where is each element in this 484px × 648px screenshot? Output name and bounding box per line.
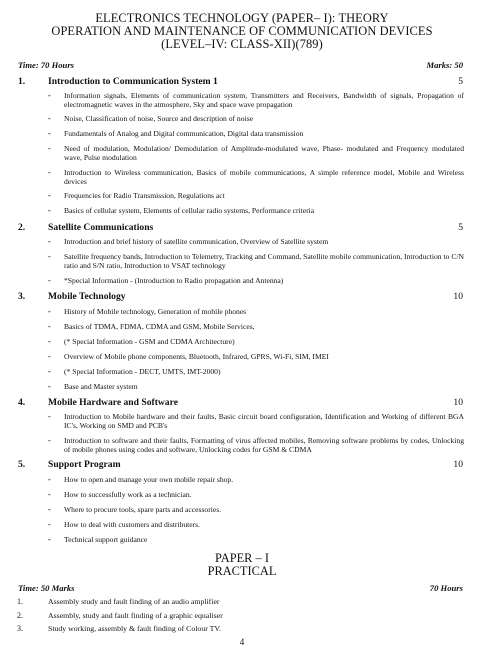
list-item: How to deal with customers and distributers.: [64, 520, 201, 529]
bullet-dash: -: [48, 475, 51, 484]
bullet-dash: -: [48, 91, 51, 100]
list-item: *Special Information - (Introduction to Radio propagation and Antenna): [64, 276, 284, 285]
list-item: Basics of cellular system, Elements of cellular radio systems, Performance criteria: [64, 206, 315, 215]
section-number: 1.: [18, 76, 26, 87]
bullet-dash: -: [48, 505, 51, 514]
list-item: (* Special Information - GSM and CDMA Architecture): [64, 337, 235, 346]
list-item: (* Special Information - DECT, UMTS, IMT-2000): [64, 367, 221, 376]
bullet-dash: -: [48, 237, 51, 246]
list-item: Introduction to Mobile hardware and their faults, Basic circuit board configuration, Identification and Working of different BGA IC's, Working on SMD and PCB's: [64, 412, 464, 431]
bullet-dash: -: [48, 129, 51, 138]
bullet-dash: -: [48, 367, 51, 376]
bullet-dash: -: [48, 307, 51, 316]
bullet-dash: -: [48, 382, 51, 391]
time-label: Time: 70 Hours: [18, 60, 75, 70]
list-item: Satellite frequency bands, Introduction to Telemetry, Tracking and Command, Satellite mobile communication, Introduction to C/N ratio and S/N ratio, Introduction to VSAT technology: [64, 252, 464, 271]
list-item: Base and Master system: [64, 382, 138, 391]
section-marks: 5: [458, 76, 463, 87]
bullet-dash: -: [48, 490, 51, 499]
bullet-dash: -: [48, 322, 51, 331]
section-number: 4.: [18, 397, 26, 408]
bullet-dash: -: [48, 520, 51, 529]
section-title: Satellite Communications: [48, 222, 154, 233]
bullet-dash: -: [48, 436, 51, 445]
practical-item-number: 1.: [17, 597, 23, 606]
page-number: 4: [239, 637, 245, 647]
practical-title-2: PRACTICAL: [207, 564, 277, 578]
section-number: 3.: [18, 291, 26, 302]
bullet-dash: -: [48, 191, 51, 200]
practical-hours-label: 70 Hours: [429, 583, 463, 593]
list-item: Introduction to Wireless communication, Basics of mobile communications, A simple reference model, Mobile and Wireless devices: [64, 168, 464, 187]
bullet-dash: -: [48, 206, 51, 215]
practical-item-number: 2.: [17, 611, 23, 620]
practical-item: Assembly, study and fault finding of a graphic equaliser: [48, 611, 223, 620]
title-line-1: ELECTRONICS TECHNOLOGY (PAPER– I): THEORY: [95, 11, 389, 25]
bullet-dash: -: [48, 337, 51, 346]
section-marks: 5: [458, 222, 463, 233]
section-number: 5.: [18, 459, 26, 470]
bullet-dash: -: [48, 144, 51, 153]
bullet-dash: -: [48, 276, 51, 285]
practical-item: Assembly study and fault finding of an audio amplifier: [48, 597, 220, 606]
section-title: Introduction to Communication System 1: [48, 76, 218, 87]
bullet-dash: -: [48, 412, 51, 421]
list-item: Where to procure tools, spare parts and accessories.: [64, 505, 222, 514]
section-marks: 10: [453, 291, 463, 302]
bullet-dash: -: [48, 114, 51, 123]
list-item: Need of modulation, Modulation/ Demodulation of Amplitude-modulated wave, Phase- modulated and Frequency modulated wave, Pulse modulation: [64, 144, 464, 163]
bullet-dash: -: [48, 535, 51, 544]
list-item: Introduction to software and their faults, Formatting of virus affected mobiles, Removing software problems by codes, Unlocking of mobile phones using codes and software, Unlocking codes for GSM & CDMA: [64, 436, 464, 455]
practical-item: Study working, assembly & fault finding of Colour TV.: [48, 624, 221, 633]
practical-time-label: Time: 50 Marks: [18, 583, 75, 593]
marks-label: Marks: 50: [426, 60, 463, 70]
list-item: Basics of TDMA, FDMA, CDMA and GSM, Mobile Services,: [64, 322, 255, 331]
title-line-3: (LEVEL–IV: CLASS-XII)(789): [161, 37, 323, 51]
section-marks: 10: [453, 397, 463, 408]
list-item: Introduction and brief history of satellite communication, Overview of Satellite system: [64, 237, 329, 246]
section-title: Mobile Hardware and Software: [48, 397, 178, 408]
list-item: Overview of Mobile phone components, Bluetooth, Infrared, GPRS, Wi-Fi, SIM, IMEI: [64, 352, 329, 361]
list-item: Information signals, Elements of communication system, Transmitters and Receivers, Bandwidth of signals, Propagation of electromagnetic waves in the atmosphere, Sky and space wave propagation: [64, 91, 464, 110]
section-title: Support Program: [48, 459, 121, 470]
list-item: Technical support guidance: [64, 535, 148, 544]
list-item: Noise, Classification of noise, Source and description of noise: [64, 114, 253, 123]
bullet-dash: -: [48, 252, 51, 261]
list-item: Frequencies for Radio Transmission, Regulations act: [64, 191, 225, 200]
list-item: How to open and manage your own mobile repair shop.: [64, 475, 234, 484]
bullet-dash: -: [48, 168, 51, 177]
bullet-dash: -: [48, 352, 51, 361]
section-marks: 10: [453, 459, 463, 470]
section-number: 2.: [18, 222, 26, 233]
section-title: Mobile Technology: [48, 291, 126, 302]
list-item: Fundamentals of Analog and Digital communication, Digital data transmission: [64, 129, 304, 138]
list-item: History of Mobile technology, Generation of mobile phones: [64, 307, 247, 316]
practical-title-1: PAPER – I: [215, 551, 269, 565]
practical-item-number: 3.: [17, 624, 23, 633]
list-item: How to successfully work as a technician.: [64, 490, 192, 499]
title-line-2: OPERATION AND MAINTENANCE OF COMMUNICATION DEVICES: [51, 24, 433, 38]
